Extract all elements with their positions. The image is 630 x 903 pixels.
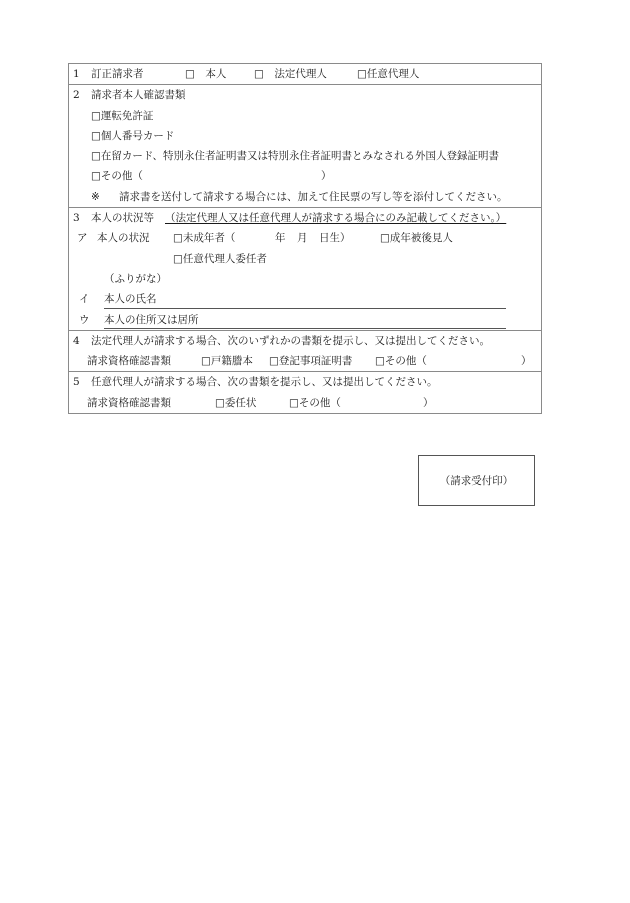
principal-status-label: 本人の状況等 — [91, 212, 154, 225]
legal-rep-instruction: 法定代理人が請求する場合、次のいずれかの書類を提示し、又は提出してください。 — [91, 334, 490, 347]
checkbox-power-of-attorney[interactable]: □委任状 — [215, 396, 257, 409]
principal-address-label: 本人の住所又は居所 — [104, 313, 199, 326]
other-close-paren: ） — [321, 170, 332, 183]
checkbox-adult-ward[interactable]: □成年被後見人 — [380, 232, 453, 245]
correction-request-form-table — [68, 63, 542, 414]
eligibility-docs-label: 請求資格確認書類 — [87, 396, 171, 409]
section-number: 4 — [73, 334, 80, 347]
checkbox-family-register[interactable]: □戸籍謄本 — [201, 355, 253, 368]
section-legal-representative-docs — [69, 330, 541, 372]
birth-day-label: 日生） — [319, 232, 351, 245]
principal-name-label: 本人の氏名 — [104, 293, 157, 306]
birth-month-label: 月 — [297, 232, 308, 245]
receipt-stamp-label: （請求受付印） — [439, 475, 514, 487]
item-mark-u: ウ — [79, 313, 90, 326]
section-voluntary-agent-docs — [69, 371, 541, 413]
principal-name-field[interactable] — [69, 289, 541, 309]
eligibility-docs-label: 請求資格確認書類 — [87, 355, 171, 368]
section-requester — [69, 64, 541, 84]
identity-documents-label: 請求者本人確認書類 — [91, 89, 186, 102]
checkbox-self[interactable]: □ 本人 — [185, 68, 227, 80]
section-number: 3 — [73, 212, 80, 225]
checkbox-drivers-license[interactable]: □運転免許証 — [91, 109, 154, 122]
birth-year-label: 年 — [275, 232, 286, 245]
section-number: 1 — [73, 68, 80, 80]
checkbox-legal-representative[interactable]: □ 法定代理人 — [254, 68, 327, 80]
note-mark: ※ — [91, 190, 100, 203]
principal-condition-label: 本人の状況 — [97, 232, 150, 245]
section-number: 2 — [73, 89, 80, 102]
other-close-paren: ） — [521, 355, 532, 368]
section-identity-documents — [69, 84, 541, 207]
requester-label: 訂正請求者 — [91, 68, 144, 80]
other-close-paren: ） — [423, 396, 434, 409]
checkbox-registry-certificate[interactable]: □登記事項証明書 — [269, 355, 353, 368]
agent-only-note: （法定代理人又は任意代理人が請求する場合にのみ記載してください。） — [165, 212, 507, 225]
principal-address-field[interactable] — [69, 310, 541, 330]
voluntary-agent-instruction: 任意代理人が請求する場合、次の書類を提示し、又は提出してください。 — [91, 376, 438, 389]
section-principal-status — [69, 207, 541, 330]
checkbox-residence-card[interactable]: □在留カード、特別永住者証明書又は特別永住者証明書とみなされる外国人登録証明書 — [91, 150, 499, 163]
checkbox-voluntary-principal[interactable]: □任意代理人委任者 — [173, 252, 267, 265]
checkbox-other-agent-doc[interactable]: □その他（ — [289, 396, 341, 409]
address-underline — [104, 328, 506, 329]
checkbox-other-legal-doc[interactable]: □その他（ — [375, 355, 427, 368]
section-number: 5 — [73, 376, 80, 389]
checkbox-voluntary-agent[interactable]: □任意代理人 — [357, 68, 420, 80]
mail-request-note: 請求書を送付して請求する場合には、加えて住民票の写し等を添付してください。 — [119, 190, 508, 203]
receipt-stamp-box — [418, 455, 535, 506]
checkbox-other-document[interactable]: □その他（ — [91, 170, 143, 183]
checkbox-my-number-card[interactable]: □個人番号カード — [91, 129, 175, 142]
name-underline — [104, 308, 506, 309]
checkbox-minor[interactable]: □未成年者（ — [173, 232, 236, 245]
item-mark-i: イ — [79, 293, 90, 306]
item-mark-a: ア — [77, 232, 88, 245]
furigana-label: （ふりがな） — [104, 272, 167, 285]
